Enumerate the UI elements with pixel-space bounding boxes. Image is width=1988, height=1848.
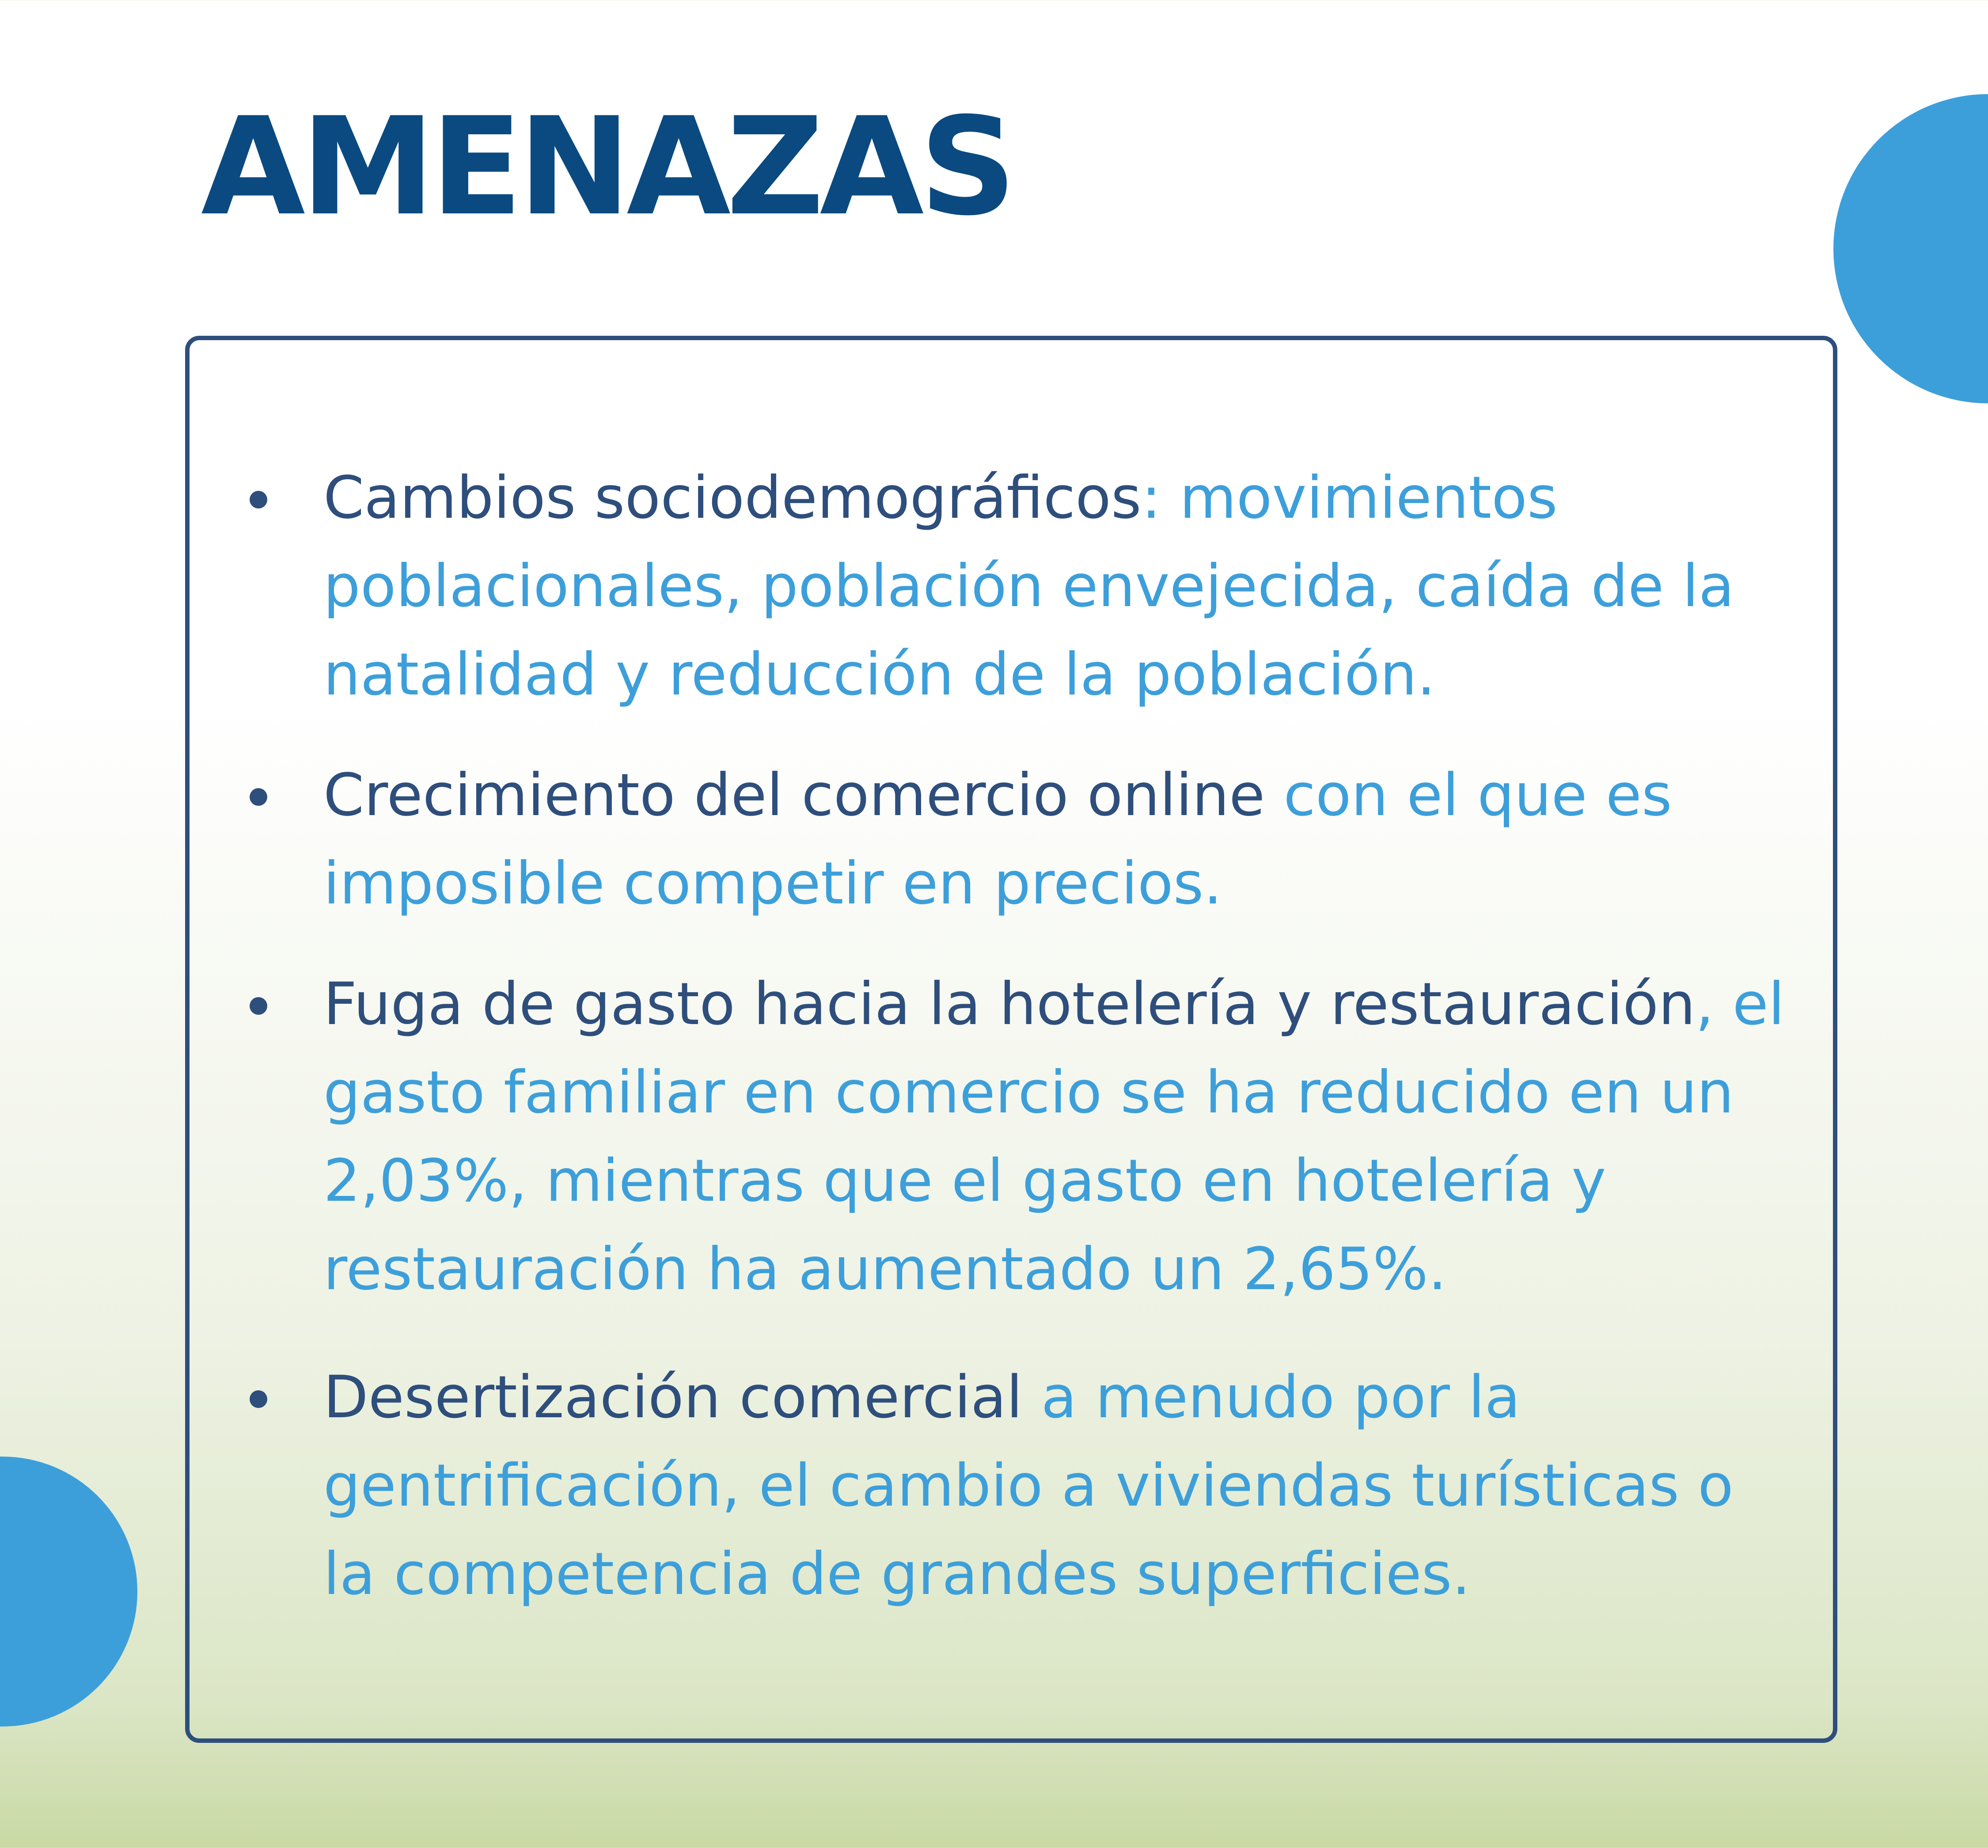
decorative-circle-top-right (1833, 94, 1988, 403)
page-title: AMENAZAS (201, 88, 1013, 245)
decorative-circle-bottom-left (0, 1457, 137, 1727)
bullet-icon (250, 997, 267, 1015)
bullet-icon (250, 788, 267, 806)
threat-text: con el que es imposible competir en precios. (323, 761, 1672, 918)
threat-key: Cambios sociodemográficos (323, 464, 1142, 532)
threat-text: a menudo por la gentrificación, el cambio a viviendas turísticas o la competencia de grandes superficies. (323, 1363, 1734, 1608)
threat-key: Desertización comercial (323, 1363, 1023, 1431)
threat-item-commercial-desertification (323, 1353, 1790, 1618)
threat-item-sociodemographic (323, 454, 1790, 719)
threat-item-online-commerce (323, 751, 1790, 928)
bullet-icon (250, 1390, 267, 1408)
threat-text: , el gasto familiar en comercio se ha reducido en un 2,03%, mientras que el gasto en hotelería y restauración ha aumentado un 2,65%. (323, 970, 1785, 1303)
threat-key: Fuga de gasto hacia la hotelería y restauración (323, 970, 1696, 1038)
threat-item-spending-leak (323, 960, 1790, 1313)
bullet-icon (250, 491, 267, 508)
threat-key: Crecimiento del comercio online (323, 761, 1265, 829)
threat-text: : movimientos poblacionales, población envejecida, caída de la natalidad y reducción de la población. (323, 464, 1734, 709)
